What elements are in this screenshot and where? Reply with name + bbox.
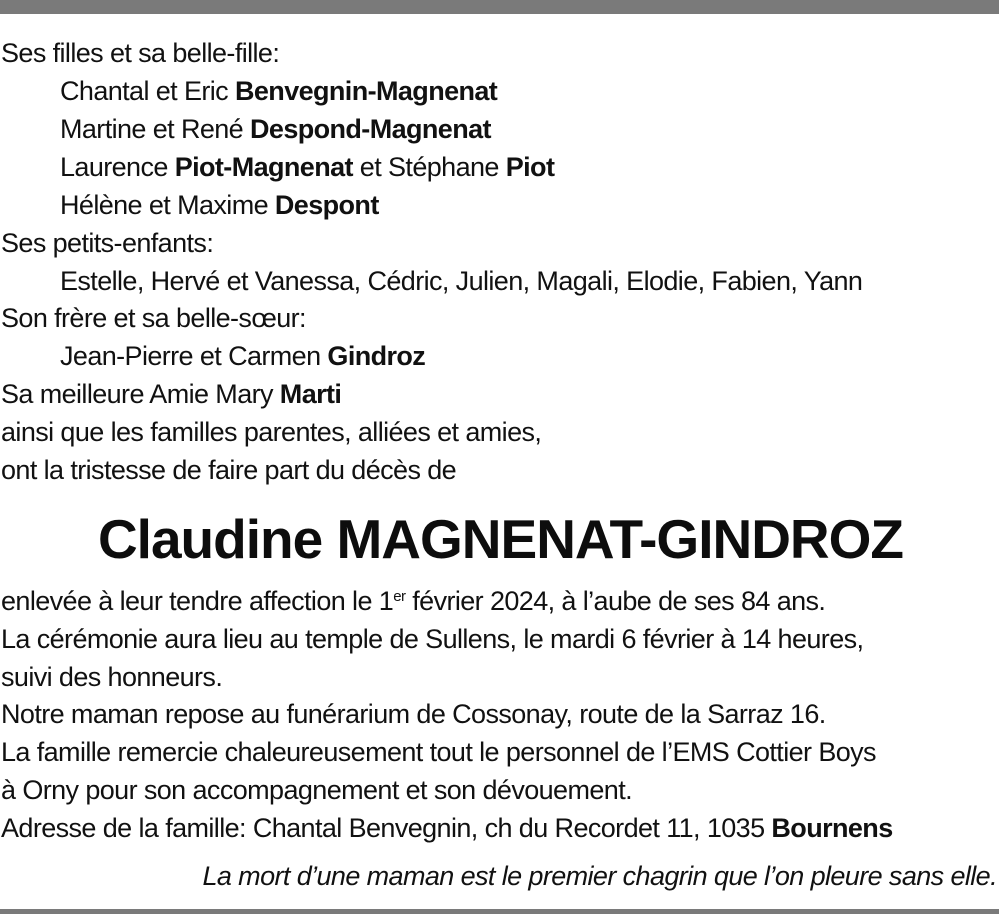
family-address: Adresse de la famille: Chantal Benvegnin, ch du Recordet 11, 1035 Bournens	[1, 813, 893, 843]
family-member-line: Chantal et Eric Benvegnin-Magnenat	[60, 76, 498, 106]
thanks-line: La famille remercie chaleureusement tout le personnel de l’EMS Cottier Boys	[1, 737, 876, 767]
family-member-line: Laurence Piot-Magnenat et Stéphane Piot	[60, 152, 555, 182]
family-member-line: Jean-Pierre et Carmen Gindroz	[60, 341, 426, 371]
daughters-heading: Ses filles et sa belle-fille:	[1, 38, 280, 68]
grandchildren-names: Estelle, Hervé et Vanessa, Cédric, Julien, Magali, Elodie, Fabien, Yann	[60, 266, 863, 296]
ceremony-line: suivi des honneurs.	[1, 662, 223, 692]
brother-heading: Son frère et sa belle-sœur:	[1, 303, 306, 333]
passing-line: enlevée à leur tendre affection le 1er février 2024, à l’aube de ses 84 ans.	[1, 586, 826, 616]
announcement-line: ont la tristesse de faire part du décès de	[1, 455, 457, 485]
best-friend-line: Sa meilleure Amie Mary Marti	[1, 379, 342, 409]
memorial-quote: La mort d’une maman est le premier chagrin que l’on pleure sans elle.	[202, 861, 997, 891]
thanks-line: à Orny pour son accompagnement et son dévouement.	[1, 775, 632, 805]
bottom-rule	[0, 909, 999, 914]
family-member-line: Hélène et Maxime Despont	[60, 190, 379, 220]
top-rule	[0, 0, 999, 14]
family-member-line: Martine et René Despond-Magnenat	[60, 114, 491, 144]
resting-line: Notre maman repose au funérarium de Cossonay, route de la Sarraz 16.	[1, 699, 826, 729]
ceremony-line: La cérémonie aura lieu au temple de Sullens, le mardi 6 février à 14 heures,	[1, 624, 864, 654]
deceased-name: Claudine MAGNENAT-GINDROZ	[97, 508, 904, 570]
families-line: ainsi que les familles parentes, alliées et amies,	[1, 417, 542, 447]
grandchildren-heading: Ses petits-enfants:	[1, 228, 214, 258]
